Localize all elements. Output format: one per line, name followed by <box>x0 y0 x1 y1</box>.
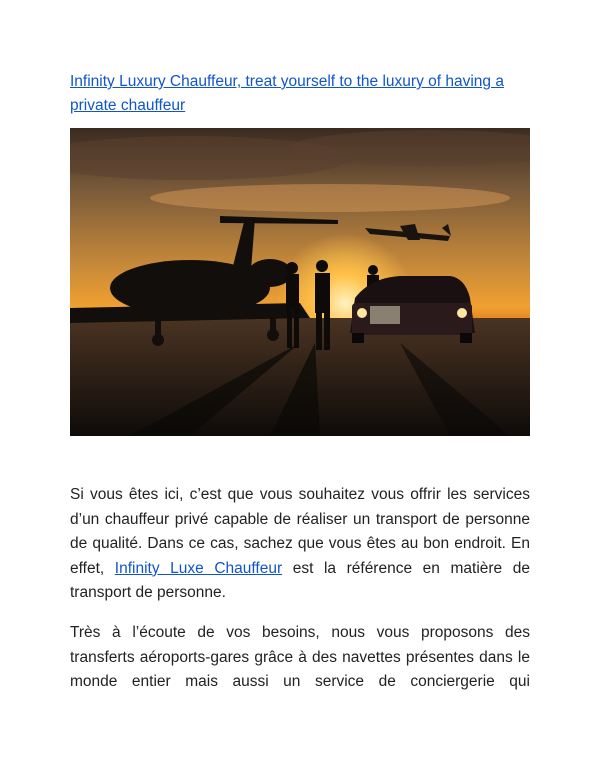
hero-illustration <box>70 128 530 436</box>
title-link[interactable]: Infinity Luxury Chauffeur, treat yourself to the luxury of having a private chauffeur <box>70 73 504 114</box>
infinity-luxe-link[interactable]: Infinity Luxe Chauffeur <box>114 559 283 577</box>
intro-paragraph <box>70 483 530 606</box>
luxury-car <box>350 276 475 343</box>
intro-paragraph-text: Si vous êtes ici, c’est que vous souhaitez vous offrir les services d’un chauffeur privé capable de réaliser un transport de personne de qualité. Dans ce cas, sachez que vous êtes au bon endroit. En effet, <box>70 486 530 577</box>
services-paragraph: Très à l’écoute de vos besoins, nous vous proposons des transferts aéroports-gares grâce à des navettes présentes dans le monde entier mais aussi un service de conciergerie qui <box>70 624 530 690</box>
hero-image <box>70 128 530 436</box>
small-plane <box>365 224 451 241</box>
intro-paragraph-tail: est la référence en matière de transport de personne. <box>70 559 530 601</box>
